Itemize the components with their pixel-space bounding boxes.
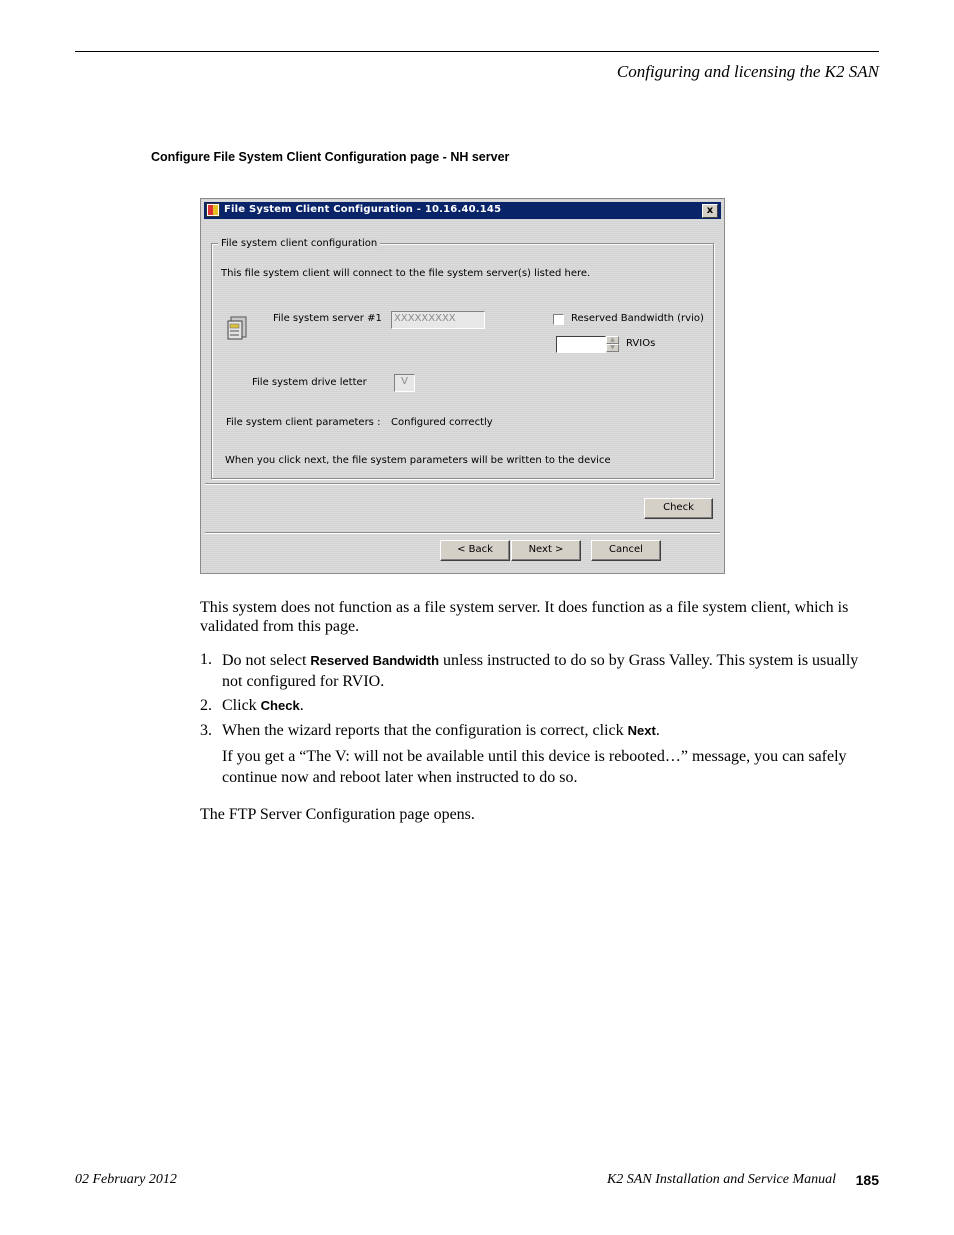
footer-date: 02 February 2012 [75, 1172, 177, 1187]
rvios-up-button[interactable]: ▲ [606, 336, 619, 344]
separator-top [205, 483, 720, 485]
server-label: File system server #1 [273, 313, 382, 324]
step-number: 1. [200, 651, 212, 668]
drive-letter-label: File system drive letter [252, 377, 367, 388]
dialog-titlebar [204, 202, 721, 219]
ui-term-reserved-bandwidth: Reserved Bandwidth [310, 653, 440, 668]
params-status: Configured correctly [391, 417, 493, 428]
back-button[interactable]: < Back [440, 540, 510, 561]
server-field[interactable]: XXXXXXXXX [391, 311, 485, 329]
header-rule [75, 51, 879, 52]
step-3 [222, 721, 882, 740]
next-button[interactable]: Next > [511, 540, 581, 561]
ui-term-next: Next [627, 723, 656, 738]
write-note: When you click next, the file system parameters will be written to the device [225, 455, 611, 466]
intro-paragraph: This system does not function as a file system server. It does function as a file system client, which is validated from this page. [200, 599, 849, 635]
dialog-title: File System Client Configuration - 10.16.40.145 [224, 204, 502, 215]
cancel-button[interactable]: Cancel [591, 540, 661, 561]
step-number: 3. [200, 722, 212, 739]
page-number: 185 [855, 1172, 879, 1188]
step-text: Do not select [222, 652, 311, 669]
rvios-down-button[interactable]: ▼ [606, 344, 619, 352]
step-text: . [655, 722, 660, 739]
reserved-bandwidth-label: Reserved Bandwidth (rvio) [571, 313, 704, 324]
separator-bottom [205, 532, 720, 534]
running-header: Configuring and licensing the K2 SAN [616, 62, 879, 81]
ui-term-check: Check [260, 698, 300, 713]
close-button[interactable]: x [702, 204, 718, 218]
footer-manual-title: K2 SAN Installation and Service Manual [606, 1172, 836, 1187]
step-number: 2. [200, 697, 212, 714]
intro-text: This file system client will connect to the file system server(s) listed here. [221, 268, 591, 279]
drive-letter-field[interactable]: V [394, 374, 415, 392]
server-icon [227, 315, 249, 341]
step-1 [222, 650, 872, 692]
step-2 [222, 696, 872, 715]
params-label: File system client parameters : [226, 417, 381, 428]
step-3-note: If you get a “The V: will not be available until this device is rebooted…” message, you can safely continue now and reboot later when instructed to do so. [222, 748, 847, 786]
closing-paragraph: The FTP Server Configuration page opens. [200, 806, 475, 823]
check-button[interactable]: Check [644, 498, 713, 519]
reserved-bandwidth-checkbox[interactable] [553, 314, 564, 325]
step-text: . [299, 697, 304, 714]
rvios-label: RVIOs [626, 338, 656, 349]
figure-caption: Configure File System Client Configuration page - NH server [151, 150, 510, 164]
step-text: Click [222, 697, 261, 714]
client-config-dialog [200, 198, 725, 574]
step-text: unless instructed to do so by Grass Valley. This system is usually not configured for RVIO. [222, 652, 859, 690]
group-label: File system client configuration [218, 238, 380, 249]
step-text: When the wizard reports that the configuration is correct, click [222, 722, 628, 739]
rvios-input[interactable] [556, 336, 606, 353]
app-icon [206, 203, 220, 217]
